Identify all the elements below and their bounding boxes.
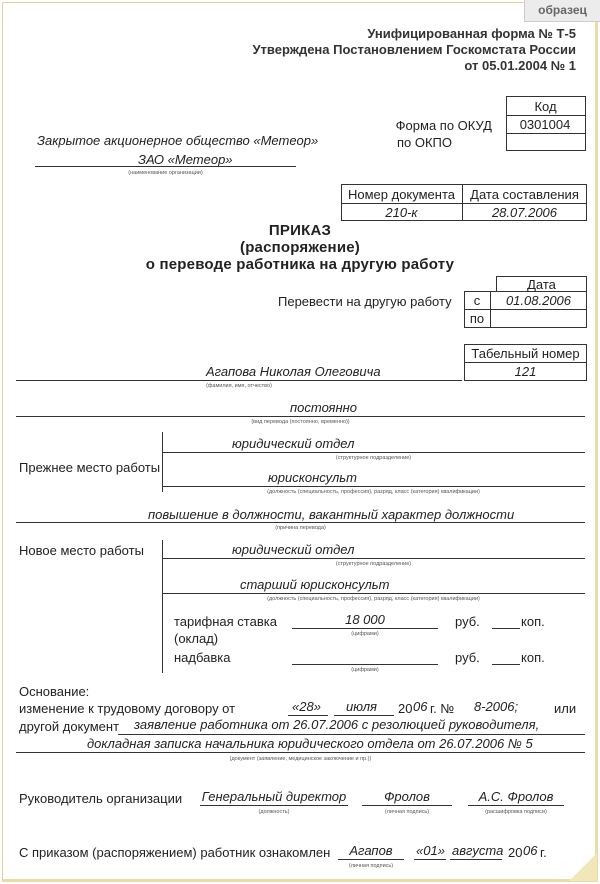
doc-box-hdivider	[341, 203, 587, 204]
transfer-type-caption: (вид перевода (постоянно, временно))	[251, 419, 350, 425]
from-date: 01.08.2006	[505, 293, 572, 308]
head-decode: А.С. Фролов	[478, 789, 554, 804]
rate-label-2: (оклад)	[174, 631, 219, 646]
doc-date-label: Дата составления	[470, 187, 579, 202]
employee-name: Агапова Николая Олеговича	[206, 364, 381, 379]
head-decode-line	[468, 805, 564, 806]
rate-rub: руб.	[455, 614, 480, 629]
prev-position-line	[162, 486, 585, 487]
other-doc-line2: докладная записка начальника юридического отдела от 26.07.2006 № 5	[87, 736, 533, 751]
prev-dept-caption: (структурное подразделение)	[335, 455, 412, 461]
ack-sign-line	[338, 859, 404, 860]
ack-label: С приказом (распоряжением) работник ознакомлен	[19, 845, 331, 860]
new-position-caption: (должность (специальность, профессия), разряд, класс (категория) квалификации)	[267, 596, 480, 602]
contract-or: или	[554, 701, 577, 716]
contract-month: июля	[346, 699, 377, 714]
tab-number-divider	[464, 362, 587, 363]
okud-label: Форма по ОКУД	[395, 118, 492, 133]
transfer-type-line	[16, 416, 585, 417]
rate-value: 18 000	[345, 612, 385, 627]
new-position: старший юрисконсульт	[240, 577, 390, 592]
order-subject: о переводе работника на другую работу	[145, 256, 455, 273]
contract-year-suffix: г. №	[430, 701, 455, 716]
ack-year: 06	[523, 843, 538, 858]
head-position-caption: (должность)	[258, 809, 290, 815]
head-position-line	[200, 805, 348, 806]
prev-position-caption: (должность (специальность, профессия), разряд, класс (категория) квалификации)	[267, 489, 480, 495]
transfer-label: Перевести на другую работу	[278, 294, 452, 309]
org-full-name: Закрытое акционерное общество «Метеор»	[37, 133, 319, 148]
ack-day-line	[414, 859, 446, 860]
new-dept: юридический отдел	[232, 542, 355, 557]
ack-year-prefix: 20	[508, 845, 523, 860]
reason-line	[16, 522, 585, 523]
rate-kop-line	[492, 628, 520, 629]
org-caption: (наименование организации)	[128, 170, 203, 176]
bonus-kop-line	[492, 664, 520, 665]
codes-divider	[506, 133, 586, 134]
ack-month-line	[450, 859, 502, 860]
contract-day: «28»	[292, 699, 321, 714]
kod-header-box	[506, 96, 586, 116]
other-doc-label: другой документ	[19, 719, 120, 734]
new-dept-line	[162, 558, 585, 559]
ack-year-suffix: г.	[540, 845, 547, 860]
new-workplace-label: Новое место работы	[19, 543, 144, 558]
employee-name-caption: (фамилия, имя, отчество)	[206, 383, 272, 389]
from-label: с	[473, 293, 481, 308]
org-short-name: ЗАО «Метеор»	[138, 152, 233, 167]
prev-position: юрисконсульт	[268, 470, 357, 485]
other-doc-line1-underline	[118, 734, 585, 735]
prev-bracket	[162, 432, 163, 492]
head-sign: Фролов	[384, 789, 430, 804]
bonus-value-line	[292, 664, 438, 665]
kod-header: Код	[534, 99, 557, 114]
ack-month: августа	[452, 843, 504, 858]
bonus-label: надбавка	[174, 650, 231, 665]
contract-label: изменение к трудовому договору от	[19, 701, 236, 716]
doc-number-label: Номер документа	[347, 187, 455, 202]
prev-dept-line	[162, 452, 585, 453]
tab-number-value: 121	[514, 364, 537, 379]
head-sign-caption: (личная подпись)	[384, 809, 430, 815]
bonus-digits-caption: (цифрами)	[351, 667, 379, 673]
head-decode-caption: (расшифровка подписи)	[485, 809, 547, 815]
prev-dept: юридический отдел	[232, 436, 355, 451]
transfer-date-hdivider	[464, 309, 587, 310]
form-header-line1: Унифицированная форма № Т-5	[367, 26, 576, 41]
ack-sign-caption: (личная подпись)	[348, 863, 394, 869]
bonus-kop: коп.	[521, 650, 545, 665]
employee-name-line	[16, 380, 462, 381]
contract-month-line	[334, 715, 394, 716]
okud-value: 0301004	[519, 117, 571, 132]
head-sign-line	[362, 805, 452, 806]
rate-digits-caption: (цифрами)	[351, 631, 379, 637]
order-subtitle: (распоряжение)	[240, 239, 360, 256]
reason-caption: (причина перевода)	[275, 525, 326, 531]
basis-label: Основание:	[19, 684, 90, 699]
form-header-line2: Утверждена Постановлением Госкомстата России	[252, 42, 576, 57]
transfer-reason: повышение в должности, вакантный характер должности	[148, 507, 515, 522]
page-fold-corner	[569, 853, 597, 881]
contract-day-line	[288, 715, 328, 716]
other-doc-line1: заявление работника от 26.07.2006 с резолюцией руководителя,	[134, 717, 540, 732]
org-underline	[35, 166, 296, 167]
rate-value-line	[292, 628, 438, 629]
doc-number-value: 210-к	[385, 205, 418, 220]
contract-year: 06	[413, 699, 428, 714]
ack-day: «01»	[416, 843, 445, 858]
new-bracket	[162, 540, 163, 673]
order-title: ПРИКАЗ	[268, 222, 332, 239]
transfer-type: постоянно	[290, 400, 357, 415]
other-doc-line2-underline	[16, 752, 585, 753]
contract-number: 8-2006;	[474, 699, 519, 714]
rate-label: тарифная ставка	[174, 614, 277, 629]
okpo-label: по ОКПО	[396, 135, 452, 150]
head-label: Руководитель организации	[19, 791, 183, 806]
bonus-rub: руб.	[455, 650, 480, 665]
new-position-line	[162, 593, 585, 594]
rate-kop: коп.	[521, 614, 545, 629]
new-dept-caption: (структурное подразделение)	[335, 561, 412, 567]
form-header-line3: от 05.01.2004 № 1	[464, 58, 576, 73]
ack-sign: Агапов	[349, 843, 393, 858]
date-header: Дата	[527, 277, 556, 292]
doc-date-value: 28.07.2006	[491, 205, 558, 220]
sample-stamp: образец	[524, 0, 600, 22]
tab-number-label: Табельный номер	[471, 346, 580, 361]
to-label: по	[469, 311, 485, 326]
prev-workplace-label: Прежнее место работы	[19, 460, 161, 475]
contract-year-prefix: 20	[398, 701, 413, 716]
other-doc-caption: (документ (заявление, медицинское заключение и пр.))	[229, 756, 372, 762]
head-position: Генеральный директор	[201, 789, 347, 804]
